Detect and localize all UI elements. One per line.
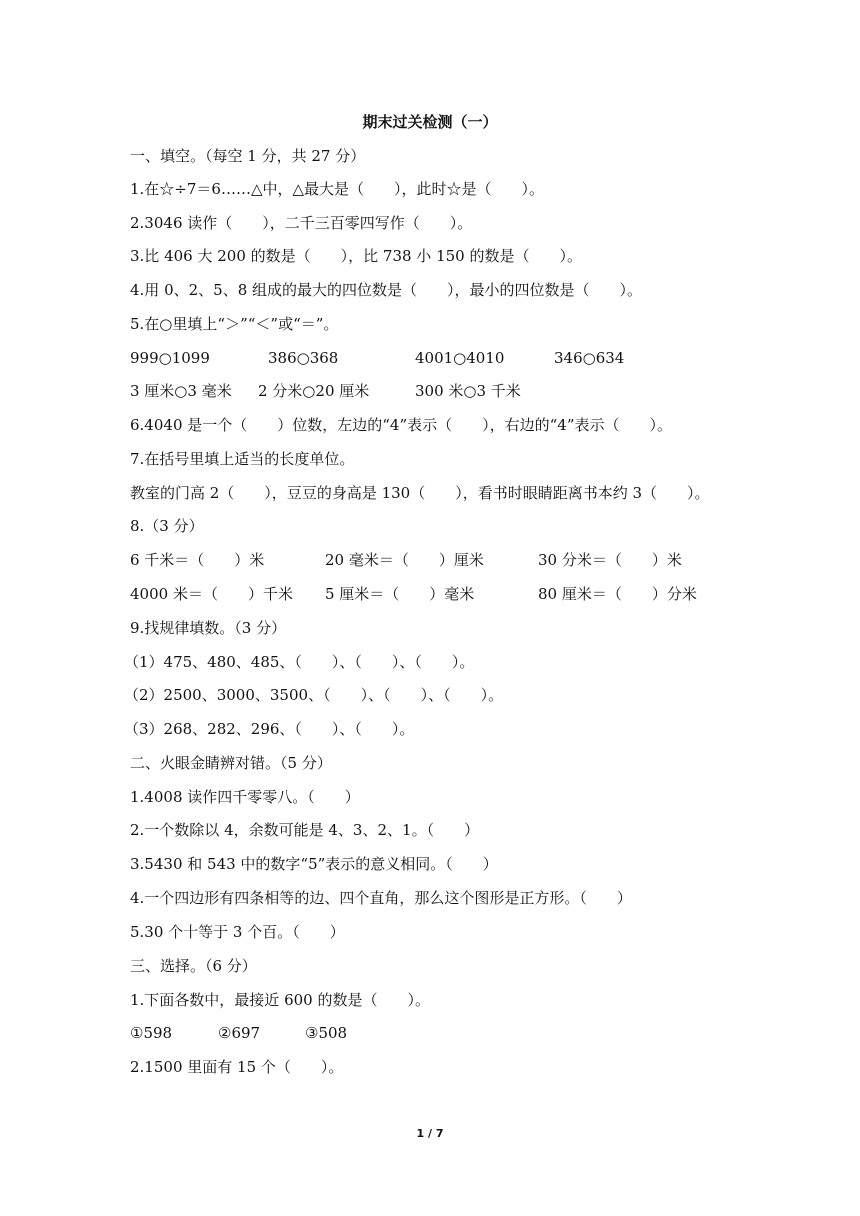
compare-item: 2 分米○20 厘米 <box>258 382 370 400</box>
pattern-item-3: （3）268、282、296、（ ）、（ ）。 <box>124 720 415 738</box>
question-1-4: 4.用 0、2、5、8 组成的最大的四位数是（ ），最小的四位数是（ ）。 <box>130 281 643 299</box>
page-number: 1 / 7 <box>416 1127 444 1140</box>
true-false-item: 5.30 个十等于 3 个百。（ ） <box>130 923 345 941</box>
question-1-9: 9.找规律填数。（3 分） <box>130 619 287 637</box>
section-heading-fill-in: 一、填空。（每空 1 分，共 27 分） <box>130 147 366 165</box>
section-heading-choice: 三、选择。（6 分） <box>130 957 257 975</box>
true-false-item: 3.5430 和 543 中的数字“5”表示的意义相同。（ ） <box>130 855 498 873</box>
page-title: 期末过关检测（一） <box>362 113 498 131</box>
choice-option: ①598 <box>130 1024 173 1042</box>
question-1-7-body: 教室的门高 2（ ），豆豆的身高是 130（ ），看书时眼睛距离书本约 3（ ）。 <box>130 484 710 502</box>
question-1-1: 1.在☆÷7＝6……△中，△最大是（ ），此时☆是（ ）。 <box>130 180 545 198</box>
pattern-item-2: （2）2500、3000、3500、（ ）、（ ）、（ ）。 <box>124 686 504 704</box>
compare-item: 300 米○3 千米 <box>415 382 521 400</box>
question-1-2: 2.3046 读作（ ），二千三百零四写作（ ）。 <box>130 214 473 232</box>
conversion-item: 4000 米＝（ ）千米 <box>130 585 293 603</box>
choice-question-1: 1.下面各数中，最接近 600 的数是（ ）。 <box>130 991 430 1009</box>
question-1-6: 6.4040 是一个（ ）位数，左边的“4”表示（ ），右边的“4”表示（ ）。 <box>130 416 673 434</box>
choice-option: ②697 <box>218 1024 261 1042</box>
compare-item: 4001○4010 <box>415 349 505 367</box>
question-1-7: 7.在括号里填上适当的长度单位。 <box>130 450 355 468</box>
choice-option: ③508 <box>305 1024 348 1042</box>
question-1-3: 3.比 406 大 200 的数是（ ），比 738 小 150 的数是（ ）。 <box>130 247 582 265</box>
conversion-item: 5 厘米＝（ ）毫米 <box>325 585 475 603</box>
question-1-5: 5.在○里填上“＞”“＜”或“＝”。 <box>130 315 339 333</box>
question-1-8: 8.（3 分） <box>130 517 204 535</box>
conversion-item: 6 千米＝（ ）米 <box>130 551 265 569</box>
section-heading-true-false: 二、火眼金睛辨对错。（5 分） <box>130 754 332 772</box>
compare-item: 386○368 <box>268 349 339 367</box>
true-false-item: 4.一个四边形有四条相等的边、四个直角，那么这个图形是正方形。（ ） <box>130 889 632 907</box>
true-false-item: 2.一个数除以 4，余数可能是 4、3、2、1。（ ） <box>130 821 480 839</box>
conversion-item: 20 毫米＝（ ）厘米 <box>325 551 484 569</box>
choice-question-2: 2.1500 里面有 15 个（ ）。 <box>130 1058 344 1076</box>
pattern-item-1: （1）475、480、485、（ ）、（ ）、（ ）。 <box>124 653 475 671</box>
conversion-item: 30 分米＝（ ）米 <box>538 551 682 569</box>
compare-item: 3 厘米○3 毫米 <box>130 382 232 400</box>
conversion-item: 80 厘米＝（ ）分米 <box>538 585 697 603</box>
true-false-item: 1.4008 读作四千零零八。（ ） <box>130 788 360 806</box>
compare-item: 999○1099 <box>130 349 210 367</box>
compare-item: 346○634 <box>554 349 625 367</box>
